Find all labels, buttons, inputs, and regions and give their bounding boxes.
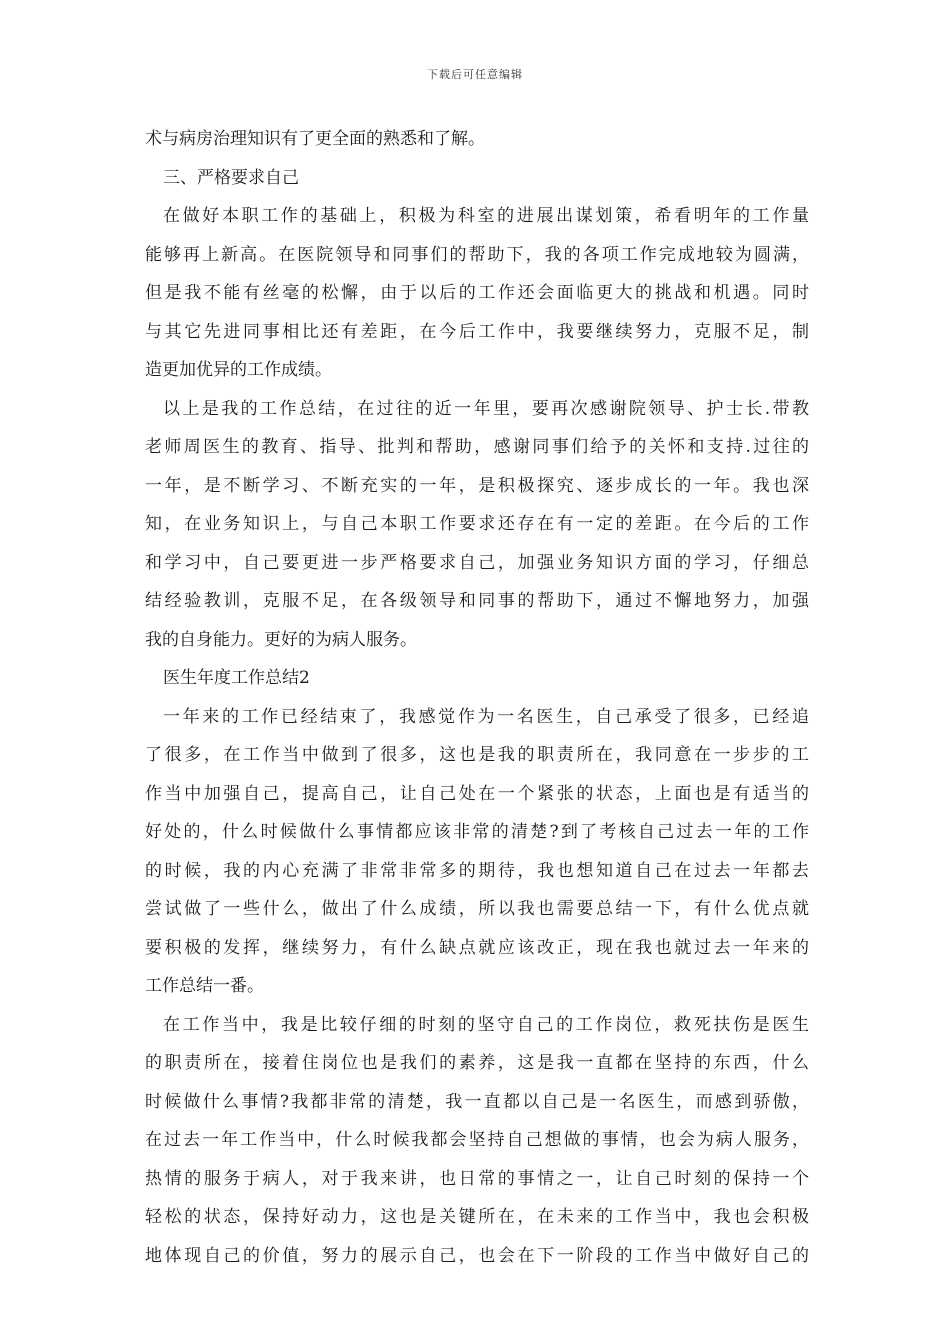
text-line: 了很多，在工作当中做到了很多，这也是我的职责所在，我同意在一步步的工 xyxy=(145,745,809,765)
text-line: 的时候，我的内心充满了非常非常多的期待，我也想知道自己在过去一年都去 xyxy=(145,860,809,881)
document-body xyxy=(145,120,809,1275)
page-header-note: 下载后可任意编辑 xyxy=(427,68,523,81)
text-line: 在做好本职工作的基础上，积极为科室的进展出谋划策，希看明年的工作量 xyxy=(163,206,809,226)
text-line: 好处的，什么时候做什么事情都应该非常的清楚?到了考核自己过去一年的工作 xyxy=(145,822,809,842)
text-line: 的职责所在，接着住岗位也是我们的素养，这是我一直都在坚持的东西，什么 xyxy=(145,1053,809,1073)
text-line: 结经验教训，克服不足，在各级领导和同事的帮助下，通过不懈地努力，加强 xyxy=(145,591,809,611)
text-line: 与其它先进同事相比还有差距，在今后工作中，我要继续努力，克服不足，制 xyxy=(145,321,809,342)
text-line: 一年来的工作已经结束了，我感觉作为一名医生，自己承受了很多，已经追 xyxy=(163,706,809,727)
text-line: 在工作当中，我是比较仔细的时刻的坚守自己的工作岗位，救死扶伤是医生 xyxy=(163,1014,809,1035)
text-line: 要积极的发挥，继续努力，有什么缺点就应该改正，现在我也就过去一年来的 xyxy=(145,937,809,958)
text-line: 一年，是不断学习、不断充实的一年，是积极探究、逐步成长的一年。我也深 xyxy=(145,475,809,496)
text-line: 医生年度工作总结2 xyxy=(163,668,310,688)
text-line: 热情的服务于病人，对于我来讲，也日常的事情之一，让自己时刻的保持一个 xyxy=(145,1168,809,1189)
text-line: 地体现自己的价值，努力的展示自己，也会在下一阶段的工作当中做好自己的 xyxy=(145,1245,809,1266)
text-line: 在过去一年工作当中，什么时候我都会坚持自己想做的事情，也会为病人服务， xyxy=(145,1130,809,1150)
text-line: 造更加优异的工作成绩。 xyxy=(145,360,332,380)
text-line: 工作总结一番。 xyxy=(145,976,264,996)
text-line: 和学习中，自己要更进一步严格要求自己，加强业务知识方面的学习，仔细总 xyxy=(145,552,809,573)
text-line: 我的自身能力。更好的为病人服务。 xyxy=(145,629,417,650)
text-line: 知，在业务知识上，与自己本职工作要求还存在有一定的差距。在今后的工作 xyxy=(145,514,809,534)
text-line: 尝试做了一些什么，做出了什么成绩，所以我也需要总结一下，有什么优点就 xyxy=(145,899,809,919)
text-line: 时候做什么事情?我都非常的清楚，我一直都以自己是一名医生，而感到骄傲， xyxy=(145,1091,809,1112)
text-line: 三、严格要求自己 xyxy=(163,167,299,188)
text-line: 但是我不能有丝毫的松懈，由于以后的工作还会面临更大的挑战和机遇。同时 xyxy=(145,283,809,303)
text-line: 作当中加强自己，提高自己，让自己处在一个紧张的状态，上面也是有适当的 xyxy=(145,783,809,804)
text-line: 以上是我的工作总结，在过往的近一年里，要再次感谢院领导、护士长.带教 xyxy=(163,398,809,419)
text-line: 轻松的状态，保持好动力，这也是关键所在，在未来的工作当中，我也会积极 xyxy=(145,1207,809,1227)
text-line: 术与病房治理知识有了更全面的熟悉和了解。 xyxy=(145,129,485,149)
text-line: 老师周医生的教育、指导、批判和帮助，感谢同事们给予的关怀和支持.过往的 xyxy=(145,437,809,457)
text-line: 能够再上新高。在医院领导和同事们的帮助下，我的各项工作完成地较为圆满， xyxy=(145,244,809,265)
